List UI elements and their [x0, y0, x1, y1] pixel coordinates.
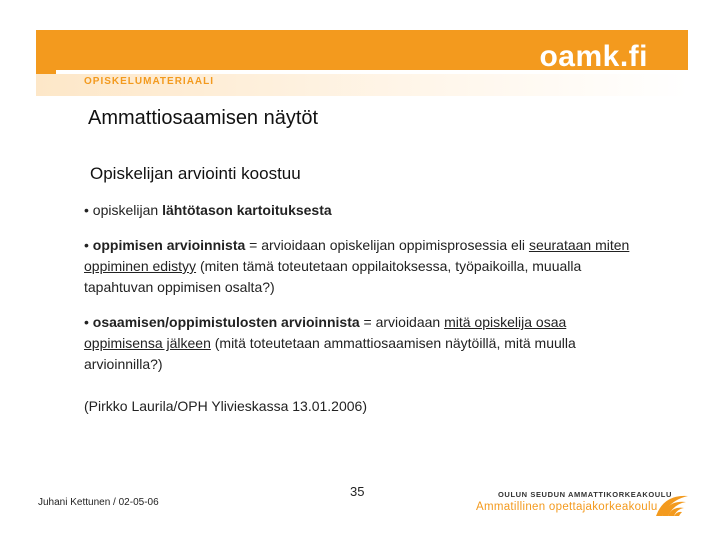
school-department: Ammatillinen opettajakorkeakoulu — [476, 501, 658, 513]
bullet-text: opiskelijan — [92, 202, 163, 218]
sunburst-icon — [652, 488, 692, 518]
school-name: OULUN SEUDUN AMMATTIKORKEAKOULU — [498, 490, 673, 499]
bullet-list — [84, 200, 644, 389]
bullet-marker: • — [84, 202, 89, 218]
bullet-underlined-text: seurataan miten oppiminen edistyy — [84, 237, 630, 274]
footer-author: Juhani Kettunen / 02-05-06 — [38, 497, 159, 508]
bullet-marker: • — [84, 314, 89, 330]
brand-logo: oamk.fi — [539, 40, 648, 73]
slide-title: Ammattiosaamisen näytöt — [88, 107, 319, 129]
page-number: 35 — [350, 484, 365, 499]
material-label: OPISKELUMATERIAALI — [84, 76, 215, 87]
bullet-item — [84, 235, 644, 298]
bullet-underlined-text: mitä opiskelija osaa oppimisensa jälkeen — [84, 314, 567, 351]
bullet-text: = arvioidaan — [359, 314, 445, 330]
bullet-bold-text: oppimisen arvioinnista — [92, 237, 246, 253]
bullet-item — [84, 200, 644, 221]
slide-subtitle: Opiskelijan arviointi koostuu — [90, 164, 301, 183]
bullet-text: (miten tämä toteutetaan oppilaitoksessa, työpaikoilla, muualla tapahtuvan oppimisen osalta?) — [84, 258, 582, 295]
bullet-bold-text: lähtötason kartoituksesta — [162, 202, 332, 218]
bullet-text: (mitä toteutetaan ammattiosaamisen näytöillä, mitä muulla arvioinnilla?) — [84, 335, 576, 372]
bullet-text: = arvioidaan opiskelijan oppimisprosessia eli — [245, 237, 526, 253]
bullet-bold-text: osaamisen/oppimistulosten arvioinnista — [92, 314, 360, 330]
bullet-marker: • — [84, 237, 89, 253]
citation: (Pirkko Laurila/OPH Ylivieskassa 13.01.2006) — [84, 398, 367, 414]
bullet-item — [84, 312, 644, 375]
